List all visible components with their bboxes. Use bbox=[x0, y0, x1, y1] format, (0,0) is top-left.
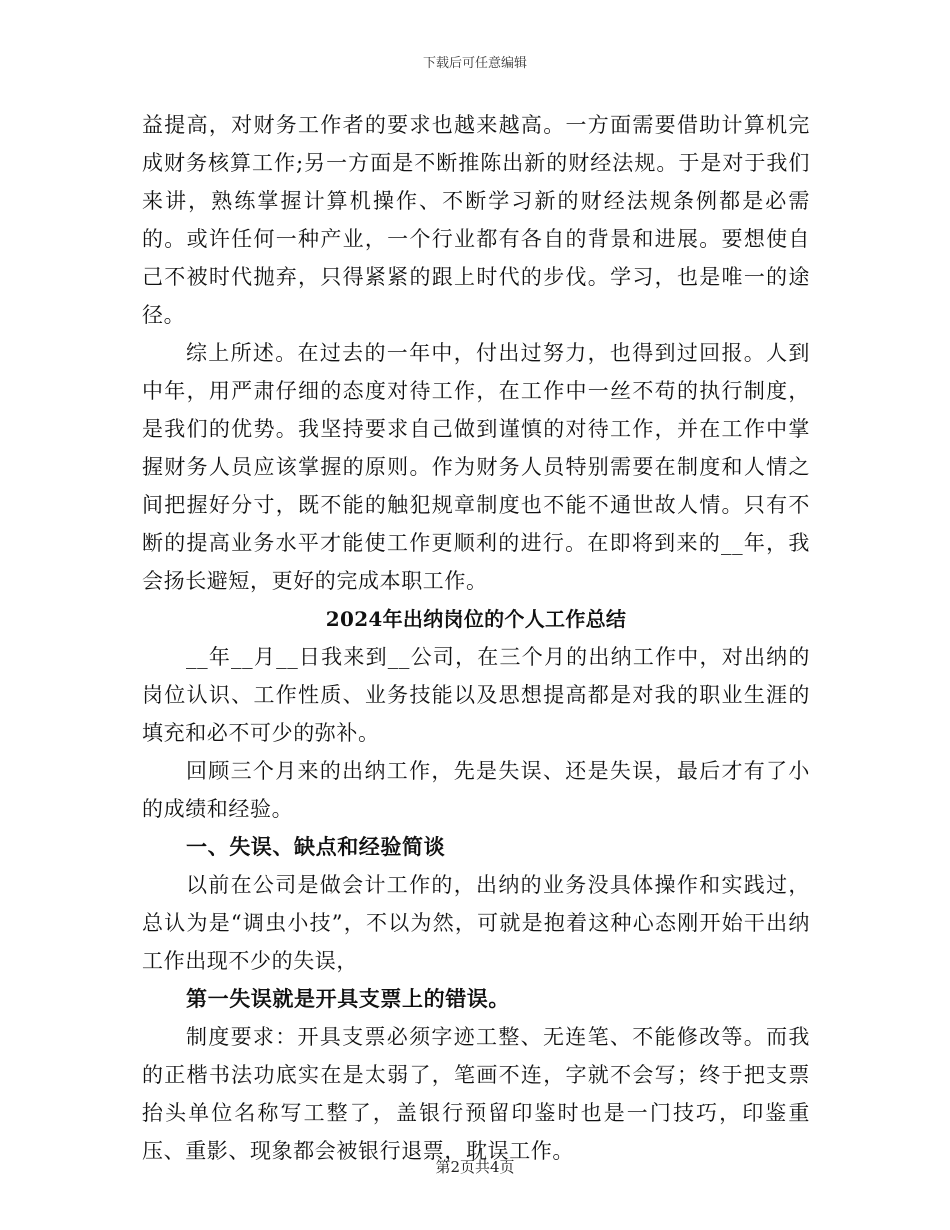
paragraph-6: 制度要求：开具支票必须字迹工整、无连笔、不能修改等。而我的正楷书法功底实在是太弱了，笔画不连，字就不会写；终于把支票抬头单位名称写工整了，盖银行预留印鉴时也是一门技巧，印鉴重压、重影、现象都会被银行退票，耽误工作。 bbox=[142, 1025, 810, 1163]
bold-point-1: 第一失误就是开具支票上的错误。 bbox=[186, 986, 510, 1011]
paragraph-2: 综上所述。在过去的一年中，付出过努力，也得到过回报。人到中年，用严肃仔细的态度对待工作，在工作中一丝不苟的执行制度，是我们的优势。我坚持要求自己做到谨慎的对待工作，并在工作中掌握财务人员应该掌握的原则。作为财务人员特别需要在制度和人情之间把握好分寸，既不能的触犯规章制度也不能不通世故人情。只有不断的提高业务水平才能使工作更顺利的进行。在即将到来的__年，我会扬长避短，更好的完成本职工作。 bbox=[142, 341, 810, 593]
section-heading-1: 一、失误、缺点和经验简谈 bbox=[186, 834, 446, 859]
paragraph-4: 回顾三个月来的出纳工作，先是失误、还是失误，最后才有了小的成绩和经验。 bbox=[142, 759, 810, 821]
document-body bbox=[142, 106, 810, 1170]
document-title: 2024年出纳岗位的个人工作总结 bbox=[325, 607, 627, 631]
paragraph-1: 益提高，对财务工作者的要求也越来越高。一方面需要借助计算机完成财务核算工作;另一方面是不断推陈出新的财经法规。于是对于我们来讲，熟练掌握计算机操作、不断学习新的财经法规条例都是必需的。或许任何一种产业，一个行业都有各自的背景和进展。要想使自己不被时代抛弃，只得紧紧的跟上时代的步伐。学习，也是唯一的途径。 bbox=[142, 113, 810, 327]
paragraph-5: 以前在公司是做会计工作的，出纳的业务没具体操作和实践过，总认为是“调虫小技”，不以为然，可就是抱着这种心态刚开始干出纳工作出现不少的失误， bbox=[142, 873, 810, 973]
header-note: 下载后可任意编辑 bbox=[422, 56, 527, 71]
paragraph-3: __年__月__日我来到__公司，在三个月的出纳工作中，对出纳的岗位认识、工作性质、业务技能以及思想提高都是对我的职业生涯的填充和必不可少的弥补。 bbox=[142, 645, 810, 745]
page-number: 第2页共4页 bbox=[435, 1158, 515, 1176]
